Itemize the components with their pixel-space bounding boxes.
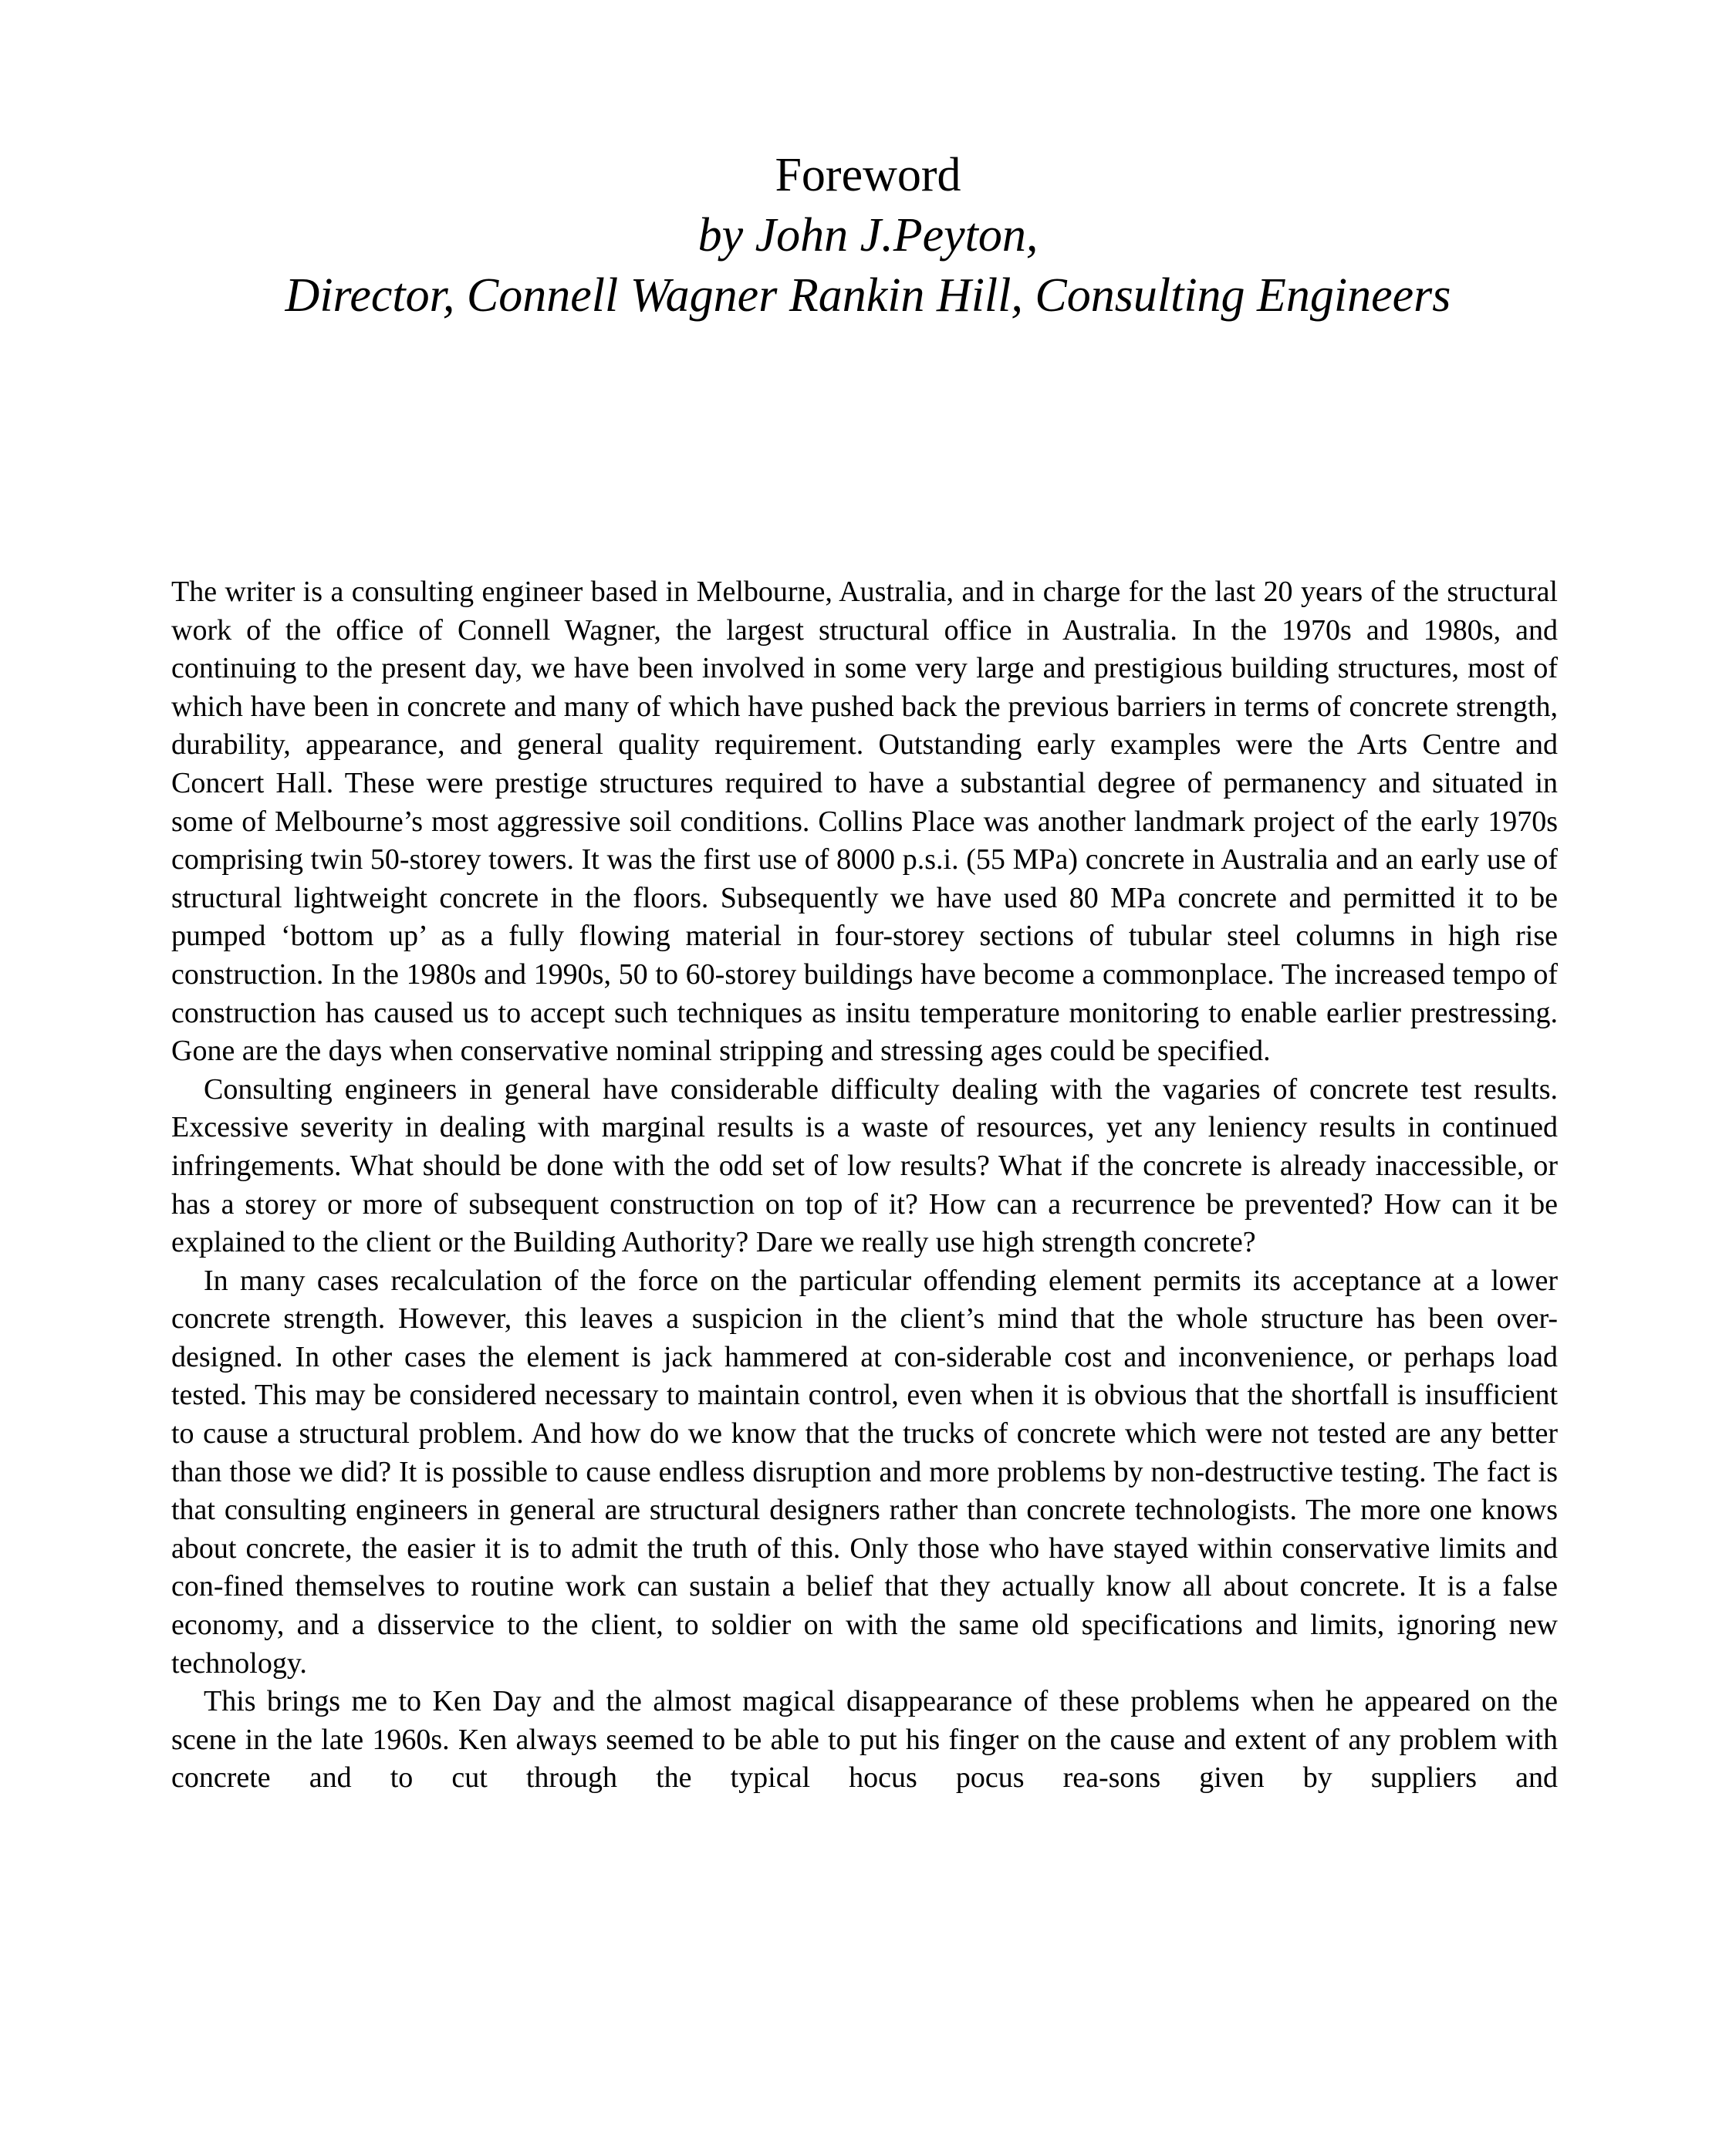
paragraph-2: Consulting engineers in general have considerable difficulty dealing with the vagaries of concrete test results. Excessive severity in dealing with marginal results is a waste of resources, yet any leniency results in continued infringements. What should be done with the odd set of low results? What if the concrete is already inaccessible, or has a storey or more of subsequent construction on top of it? How can a recurrence be prevented? How can it be explained to the client or the Building Authority? Dare we really use high strength concrete? <box>171 1072 1558 1259</box>
affiliation-line: Director, Connell Wagner Rankin Hill, Consulting Engineers <box>285 269 1451 322</box>
author-line: by John J.Peyton, <box>697 209 1039 262</box>
foreword-header <box>0 145 1736 326</box>
paragraph-3: In many cases recalculation of the force on the particular offending element permits its acceptance at a lower concrete strength. However, this leaves a suspicion in the client’s mind that the whole structure has been over-designed. In other cases the element is jack hammered at con-siderable cost and inconvenience, or perhaps load tested. This may be considered necessary to maintain control, even when it is obvious that the shortfall is insufficient to cause a structural problem. And how do we know that the trucks of concrete which were not tested are any better than those we did? It is possible to cause endless disruption and more problems by non-destructive testing. The fact is that consulting engineers in general are structural designers rather than concrete technologists. The more one knows about concrete, the easier it is to admit the truth of this. Only those who have stayed within conservative limits and con-fined themselves to routine work can sustain a belief that they actually know all about concrete. It is a false economy, and a disservice to the client, to soldier on with the same old specifications and limits, ignoring new technology. <box>171 1264 1558 1680</box>
page-title: Foreword <box>775 149 961 201</box>
paragraph-1: The writer is a consulting engineer based in Melbourne, Australia, and in charge for the last 20 years of the structural work of the office of Connell Wagner, the largest structural office in Australia. In the 1970s and 1980s, and continuing to the present day, we have been involved in some very large and prestigious building structures, most of which have been in concrete and many of which have pushed back the previous barriers in terms of concrete strength, durability, appearance, and general quality requirement. Outstanding early examples were the Arts Centre and Concert Hall. These were prestige structures required to have a substantial degree of permanency and situated in some of Melbourne’s most aggressive soil conditions. Collins Place was another landmark project of the early 1970s comprising twin 50-storey towers. It was the first use of 8000 p.s.i. (55 MPa) concrete in Australia and an early use of structural lightweight concrete in the floors. Subsequently we have used 80 MPa concrete and permitted it to be pumped ‘bottom up’ as a fully flowing material in four-storey sections of tubular steel columns in high rise construction. In the 1980s and 1990s, 50 to 60-storey buildings have become a commonplace. The increased tempo of construction has caused us to accept such techniques as insitu temperature monitoring to enable earlier prestressing. Gone are the days when conservative nominal stripping and stressing ages could be specified. <box>171 576 1558 1068</box>
body-text <box>171 573 1558 1798</box>
paragraph-4: This brings me to Ken Day and the almost magical disappearance of these problems when he appeared on the scene in the late 1960s. Ken always seemed to be able to put his finger on the cause and extent of any problem with concrete and to cut through the typical hocus pocus rea-sons given by suppliers and <box>171 1685 1558 1795</box>
